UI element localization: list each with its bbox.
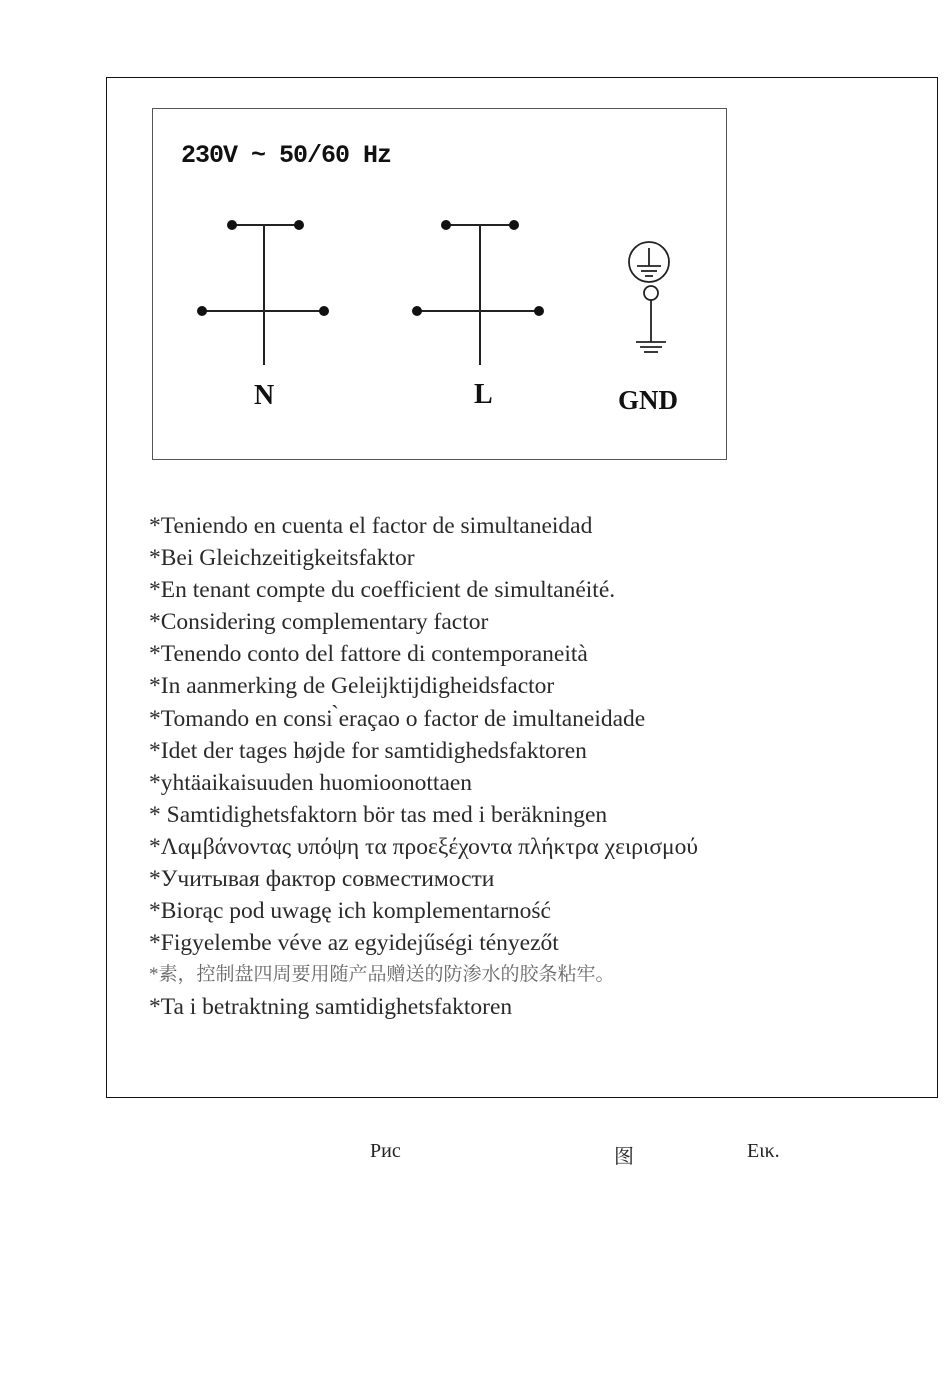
caption-greek: Εικ. bbox=[747, 1140, 780, 1162]
multilingual-notes bbox=[149, 510, 849, 1024]
note-polish: *Biorąc pod uwagę ich komplementarność bbox=[149, 898, 551, 925]
note-swedish: * Samtidighetsfaktorn bör tas med i beräkningen bbox=[149, 801, 608, 828]
ground-icon bbox=[629, 242, 669, 352]
note-english: *Considering complementary factor bbox=[149, 609, 489, 636]
voltage-label: 230V ~ 50/60 Hz bbox=[181, 141, 392, 170]
note-hungarian: *Figyelembe véve az egyidejűségi tényezőt bbox=[149, 930, 559, 957]
note-greek: *Λαμβάνοντας υπόψη τα προεξέχοντα πλήκτρα χειρισμού bbox=[149, 833, 699, 860]
live-terminal-symbol bbox=[412, 220, 544, 365]
ground-label: GND bbox=[618, 385, 678, 415]
note-portuguese: *Tomando en consi ̀eraçao o factor de imultaneidade bbox=[149, 705, 646, 732]
note-norwegian: *Ta i betraktning samtidighetsfaktoren bbox=[149, 994, 513, 1021]
note-italian: *Tenendo conto del fattore di contemporaneità bbox=[149, 641, 588, 668]
note-dutch: *In aanmerking de Geleijktijdigheidsfactor bbox=[149, 673, 555, 700]
note-german: *Bei Gleichzeitigkeitsfaktor bbox=[149, 545, 415, 572]
caption-chinese: 图 bbox=[614, 1146, 634, 1168]
note-danish: *Idet der tages højde for samtidighedsfaktoren bbox=[149, 737, 587, 764]
note-french: *En tenant compte du coefficient de simultanéité. bbox=[149, 577, 616, 604]
note-spanish: *Teniendo en cuenta el factor de simultaneidad bbox=[149, 513, 593, 539]
neutral-label: N bbox=[254, 380, 275, 411]
note-chinese: *素，控制盘四周要用随产品赠送的防渗水的胶条粘牢。 bbox=[149, 964, 615, 986]
caption-russian: Рис bbox=[370, 1140, 401, 1162]
neutral-terminal-symbol bbox=[197, 220, 329, 365]
note-russian: *Учитывая фактор совместимости bbox=[149, 866, 495, 893]
note-finnish: *yhtäaikaisuuden huomioonottaen bbox=[149, 769, 473, 796]
live-label: L bbox=[474, 379, 493, 410]
